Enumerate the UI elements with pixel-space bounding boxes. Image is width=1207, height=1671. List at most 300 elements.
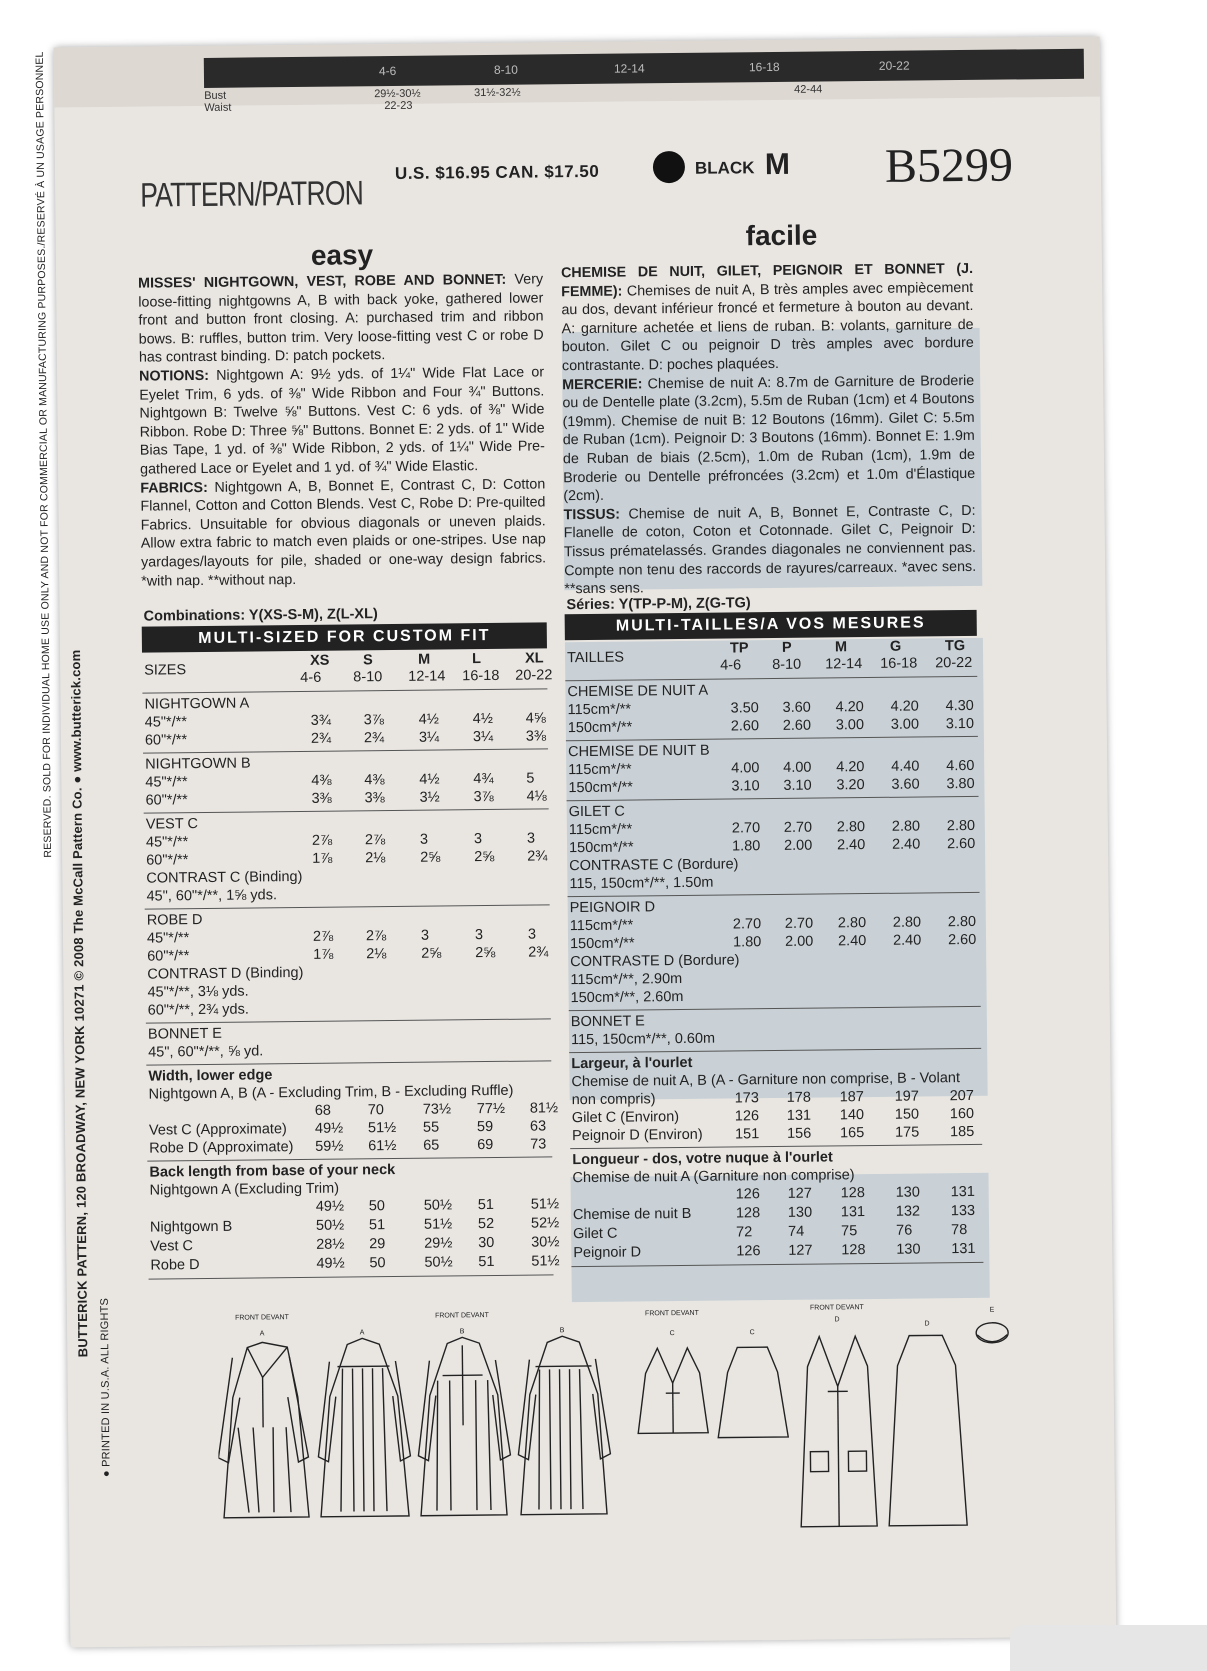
- fabric-width: 60"*/**: [144, 732, 188, 749]
- width-value: 187: [839, 1089, 864, 1106]
- fabric-width: 150cm*/**: [569, 935, 635, 953]
- front-label: FRONT DEVANT: [435, 1312, 489, 1320]
- group-name: CHEMISE DE NUIT B: [567, 742, 710, 761]
- table-divider: [146, 1018, 551, 1023]
- page-corner: [1010, 1625, 1207, 1671]
- back-length-value: 50½: [424, 1254, 453, 1271]
- yardage-value: 2⅞: [365, 928, 387, 945]
- size-range: 20-22: [935, 654, 973, 672]
- back-length-value: 78: [951, 1222, 968, 1239]
- contrast-note: 115, 150cm*/**, 1.50m: [569, 874, 714, 893]
- group-name: BONNET E: [570, 1013, 645, 1031]
- width-value: 178: [786, 1089, 811, 1106]
- fabric-width: 45"*/**: [144, 714, 188, 731]
- yardage-value: 2.40: [837, 933, 867, 950]
- size-code: XL: [524, 650, 544, 667]
- size-code: L: [471, 651, 482, 668]
- yardage-value: 3.60: [891, 776, 920, 793]
- yardage-value: 4⅛: [526, 788, 547, 805]
- size-range: 16-18: [880, 655, 918, 672]
- fabric-width: 150cm*/**: [568, 839, 634, 857]
- width-value: 207: [949, 1087, 974, 1105]
- view-letter: C: [669, 1330, 675, 1338]
- yardage-value: 3: [473, 831, 483, 848]
- view-letter: D: [924, 1320, 930, 1328]
- yardage-value: 4⅝: [525, 710, 546, 727]
- robe-d-front: [799, 1336, 877, 1527]
- table-divider: [145, 904, 550, 909]
- fabric-width: 150cm*/**: [567, 719, 633, 737]
- width-subtitle: Chemise de nuit A, B (A - Garniture non comprise, B - Volant: [571, 1070, 961, 1091]
- back-length-value: 131: [950, 1183, 975, 1201]
- yardage-value: 3.10: [945, 715, 975, 733]
- table-divider: [142, 688, 547, 693]
- yardage-value: 2.00: [784, 933, 814, 950]
- yardage-value: 3: [474, 927, 484, 944]
- yardage-value: 2¾: [310, 730, 332, 747]
- size-code: G: [889, 638, 902, 655]
- width-value: 151: [734, 1126, 760, 1143]
- table-header-en: MULTI-SIZED FOR CUSTOM FIT: [142, 622, 547, 652]
- back-length-value: 51½: [531, 1253, 560, 1270]
- size-code: TP: [729, 640, 749, 657]
- width-value: 61½: [368, 1137, 397, 1155]
- fabric-width: 60"*/**: [145, 792, 188, 809]
- view-letter: A: [359, 1329, 365, 1337]
- contrast-note: 45", 60"*/**, ⅝ yd.: [148, 1043, 264, 1061]
- front-label: FRONT DEVANT: [235, 1314, 289, 1322]
- width-value: 59: [476, 1118, 494, 1136]
- yardage-value: 2⅞: [364, 832, 386, 849]
- back-row-label: Gilet C: [573, 1225, 618, 1243]
- nightgown-b-back: [517, 1336, 611, 1515]
- yardage-value: 3.20: [836, 777, 865, 794]
- table-divider: [144, 808, 549, 813]
- yardage-value: 2⅛: [366, 946, 387, 963]
- yardage-value: 2⅞: [312, 928, 334, 945]
- back-length-value: 128: [735, 1205, 761, 1222]
- back-length-value: 131: [951, 1240, 976, 1258]
- description-title: CHEMISE DE NUIT, GILET, PEIGNOIR ET BONNET (J. FEMME):: [560, 260, 974, 300]
- group-name: NIGHTGOWN A: [144, 695, 250, 713]
- contrast-note: CONTRASTE C (Bordure): [569, 856, 739, 875]
- size-code: TG: [944, 638, 966, 655]
- view-letter: D: [834, 1316, 840, 1324]
- back-length-value: 51½: [423, 1216, 453, 1233]
- yardage-value: 4½: [419, 771, 440, 788]
- nightgown-b-front: [417, 1337, 511, 1516]
- yardage-value: 4.30: [945, 697, 974, 715]
- yardage-value: 4¾: [473, 770, 494, 788]
- bust-value: 42-44: [794, 83, 823, 96]
- back-length-value: 51½: [530, 1196, 560, 1213]
- contrast-note: CONTRAST D (Binding): [147, 964, 304, 983]
- vest-c-back: [717, 1347, 788, 1438]
- notions-text: Chemise de nuit A: 8.7m de Garniture de Broderie ou de Dentelle plate (3.2cm), 5.5m de Ruban (1cm) et 4 Boutons (19mm). Chemise de nuit B: 12 Boutons (16mm). Gilet C: 5.5m de Ruban (1cm). Peignoir D: 3 Boutons (16mm). Bonnet E: 1.9m de Ruban de biais (2.5cm), 1.0m de Ruban (1cm), 1.9m de Broderie ou Dentelle préfroncées (3.2cm) et 1.0m d'Élastique (2cm).: [562, 372, 976, 505]
- size-range: 12-14: [408, 668, 446, 685]
- yardage-value: 3⅜: [364, 790, 385, 807]
- back-length-value: 128: [840, 1185, 865, 1202]
- yardage-value: 2⅝: [421, 945, 442, 962]
- yardage-value: 2⅝: [475, 944, 496, 962]
- price: U.S. $16.95 CAN. $17.50: [394, 161, 600, 183]
- waist-value: 22-23: [384, 99, 413, 113]
- table-header-fr: MULTI-TAILLES/A VOS MESURES: [565, 610, 977, 640]
- yardage-value: 2.80: [837, 915, 867, 932]
- width-title: Largeur, à l'ourlet: [571, 1054, 693, 1073]
- width-value: 126: [734, 1108, 760, 1125]
- size-letter: M: [764, 147, 791, 182]
- contrast-note: CONTRASTE D (Bordure): [570, 952, 740, 971]
- yardage-value: 4½: [472, 710, 493, 728]
- pattern-envelope: [33, 37, 1117, 1648]
- width-value: 81½: [529, 1100, 559, 1117]
- yardage-value: 2⅛: [365, 850, 386, 867]
- back-length-value: 50½: [315, 1217, 345, 1234]
- yardage-value: 2.60: [730, 718, 760, 735]
- size-range: 8-10: [772, 656, 802, 674]
- yardage-value: 2.40: [891, 836, 921, 853]
- yardage-value: 4.60: [946, 757, 975, 775]
- group-name: PEIGNOIR D: [569, 899, 656, 917]
- yardage-value: 3.50: [730, 700, 759, 717]
- yardage-value: 2.80: [836, 819, 866, 836]
- bonnet-e: [976, 1323, 1008, 1343]
- yardage-value: 4.20: [890, 698, 919, 715]
- yardage-value: 2.60: [946, 835, 976, 853]
- contrast-note: 115cm*/**, 2.90m: [570, 970, 683, 989]
- back-row-label: Vest C: [150, 1238, 194, 1255]
- width-value: 131: [786, 1107, 812, 1124]
- yardage-value: 2⅝: [474, 848, 495, 866]
- size-range: 20-22: [515, 667, 553, 684]
- contrast-note: 45", 60"*/**, 1⅝ yds.: [146, 887, 278, 905]
- back-length-value: 51: [368, 1217, 386, 1234]
- pattern-number: B5299: [884, 138, 1014, 193]
- yardage-value: 3.10: [731, 778, 760, 795]
- yardage-value: 3: [527, 926, 537, 943]
- yardage-value: 3.00: [835, 717, 865, 734]
- back-row-label: Chemise de nuit B: [572, 1205, 692, 1224]
- size-range: 4-6: [720, 657, 742, 674]
- yardage-value: 4⅜: [364, 772, 385, 789]
- back-length-value: 76: [896, 1222, 913, 1239]
- yardage-value: 2⅝: [420, 849, 441, 866]
- size-code: M: [834, 639, 848, 656]
- back-length-value: 126: [736, 1243, 761, 1260]
- view-letter: C: [749, 1329, 755, 1337]
- size-band-label: 20-22: [878, 58, 910, 73]
- group-name: VEST C: [145, 816, 198, 833]
- description-fr: [561, 260, 976, 599]
- back-row-label: Peignoir D: [573, 1244, 642, 1262]
- width-row-label: Peignoir D (Environ): [571, 1126, 703, 1145]
- sizes-label: SIZES: [144, 662, 187, 679]
- contrast-note: 60"*/**, 2¾ yds.: [147, 1001, 249, 1019]
- size-band-label: 8-10: [493, 62, 519, 77]
- width-value: 68: [314, 1102, 332, 1119]
- fabric-width: 115cm*/**: [568, 761, 632, 779]
- description-text: Very loose-fitting nightgowns A, B with back yoke, gathered lower front and button front closing. A: purchased trim and ribbon bows. B: ruffles, button trim. Very loose-fitting vest C or robe D has contrast binding. D: patch pockets.: [138, 271, 544, 367]
- fabric-width: 150cm*/**: [568, 779, 633, 797]
- contrast-note: 115, 150cm*/**, 0.60m: [570, 1030, 716, 1049]
- width-value: 160: [949, 1105, 975, 1123]
- back-length-value: 51: [477, 1196, 495, 1214]
- notions-title: NOTIONS:: [139, 367, 210, 385]
- notions-title: MERCERIE:: [562, 375, 643, 393]
- back-length-subtitle: Nightgown A (Excluding Trim): [149, 1180, 340, 1199]
- yardage-value: 2¾: [363, 730, 385, 747]
- yardage-value: 4⅜: [311, 772, 332, 789]
- back-length-value: 130: [896, 1241, 921, 1258]
- width-value: 175: [894, 1124, 920, 1141]
- back-length-value: 29: [369, 1236, 386, 1253]
- yardage-value: 3.60: [782, 699, 811, 716]
- fabric-width: 45"*/**: [146, 930, 190, 947]
- size-range: 4-6: [300, 669, 322, 686]
- fabric-width: 115cm*/**: [568, 821, 633, 839]
- width-subtitle: Nightgown A, B (A - Excluding Trim, B - Excluding Ruffle): [148, 1082, 514, 1103]
- yardage-value: 3.00: [890, 716, 920, 733]
- size-band-label: 4-6: [378, 63, 397, 79]
- yardage-value: 3.80: [946, 775, 975, 793]
- width-row-label: Vest C (Approximate): [148, 1121, 287, 1139]
- size-code: P: [781, 639, 792, 656]
- group-name: CHEMISE DE NUIT A: [567, 682, 709, 701]
- width-value: 173: [734, 1090, 759, 1107]
- yardage-value: 4.00: [783, 759, 812, 776]
- front-label: FRONT DEVANT: [645, 1309, 699, 1318]
- yardage-value: 1.80: [731, 838, 761, 855]
- back-length-value: 126: [735, 1186, 760, 1203]
- size-range: 16-18: [462, 667, 500, 685]
- shaded-length-panel: [571, 1173, 990, 1302]
- yardage-value: 2¾: [528, 944, 549, 961]
- back-length-value: 133: [950, 1202, 976, 1220]
- notions-text: Nightgown A: 9½ yds. of 1¼" Wide Flat Lace or Eyelet Trim, 6 yds. of ⅜" Wide Ribbon and Four ¾" Buttons. Nightgown B: Twelve ⅝" Buttons. Vest C: 6 yds. of ⅜" Wide Ribbon. Robe D: Three ⅝" Buttons. Bonnet E: 2 yds. of 1" Wide Bias Tape, 1 yd. of ⅜" Wide Ribbon, 2 yds. of 1¼" Wide Pre-gathered Lace or Eyelet and 1 yd. of ¾" Wide Elastic.: [139, 364, 545, 478]
- size-code: S: [363, 652, 373, 669]
- back-length-value: 131: [840, 1204, 866, 1221]
- width-value: 69: [477, 1136, 494, 1154]
- back-length-value: 49½: [315, 1198, 345, 1215]
- back-length-subtitle: Chemise de nuit A (Garniture non comprise): [572, 1167, 855, 1187]
- contrast-note: 150cm*/**, 2.60m: [570, 988, 684, 1007]
- yardage-value: 4½: [418, 711, 439, 728]
- back-length-value: 50½: [423, 1197, 453, 1214]
- size-range: 8-10: [353, 669, 383, 686]
- yardage-value: 2.80: [947, 913, 977, 931]
- description-text: Chemises de nuit A, B très amples avec empiècement au dos, devant inférieur froncé et fermeture à bouton au devant. A: garniture achetée et liens de ruban. B: volants, garniture de bouton. Gilet C ou peignoir D très amples avec bordure contrastante. D: poches plaquées.: [561, 279, 974, 375]
- width-value: 59½: [315, 1138, 344, 1155]
- yardage-value: 2.70: [784, 915, 814, 932]
- width-value: 51½: [367, 1119, 397, 1137]
- yardage-value: 3.10: [783, 777, 812, 794]
- size-band-label: 12-14: [613, 61, 645, 76]
- back-length-value: 50: [369, 1255, 386, 1272]
- back-length-value: 72: [736, 1224, 753, 1241]
- yardage-value: 3: [420, 927, 430, 944]
- yardage-value: 2.80: [892, 914, 922, 931]
- width-value: 197: [894, 1088, 919, 1105]
- sidebar-line: ● PRINTED IN U.S.A. ALL RIGHTS: [98, 1297, 113, 1478]
- back-length-value: 52: [477, 1215, 495, 1233]
- sidebar-line: BUTTERICK PATTERN, 120 BROADWAY, NEW YORK 10271 © 2008 The McCall Pattern Co. ● www.butterick.com: [67, 649, 91, 1358]
- yardage-value: 3⅜: [525, 728, 547, 745]
- back-length-value: 30½: [531, 1234, 560, 1251]
- sidebar-line: RESERVED. SOLD FOR INDIVIDUAL HOME USE ONLY AND NOT FOR COMMERCIAL OR MANUFACTURING PURPOSES./RESERVÉ À UN USAGE PERSONNEL: [33, 51, 55, 858]
- bust-label: Bust: [204, 89, 227, 102]
- back-row-label: Nightgown B: [149, 1218, 233, 1236]
- table-divider: [147, 1156, 552, 1161]
- vest-c-front: [637, 1348, 708, 1434]
- yardage-value: 4.20: [836, 759, 865, 776]
- width-value: 165: [839, 1125, 865, 1142]
- contrast-note: CONTRAST C (Binding): [146, 868, 303, 887]
- table-divider: [146, 1060, 551, 1065]
- back-length-value: 128: [841, 1242, 866, 1259]
- width-value: 49½: [314, 1120, 344, 1137]
- waist-label: Waist: [204, 101, 232, 114]
- pattern-label: PATTERN/PATRON: [140, 174, 364, 215]
- back-length-value: 52½: [530, 1215, 560, 1232]
- sizes-label: TAILLES: [566, 649, 625, 667]
- yardage-value: 2.60: [947, 931, 977, 949]
- description-en: [138, 270, 546, 590]
- width-value: 140: [839, 1107, 865, 1124]
- yardage-value: 2.80: [946, 817, 976, 835]
- fabrics-text: Chemise de nuit A, B, Bonnet E, Contraste C, D: Flanelle de coton, Coton et Cotonnade. Gilet C, Peignoir D: Tissus prématelassés. Grandes diagonales ne conviennent pas. Compte non tenu des raccords de rayures/carreaux. *avec sens. **sans sens.: [563, 502, 977, 598]
- size-band-label: 16-18: [748, 59, 780, 75]
- back-length-value: 130: [895, 1184, 920, 1201]
- fabric-width: 60"*/**: [147, 948, 190, 965]
- back-length-title: Back length from base of your neck: [149, 1162, 396, 1181]
- fabrics-title: FABRICS:: [140, 479, 208, 497]
- width-value: 55: [422, 1119, 440, 1136]
- nightgown-a-back: [317, 1338, 411, 1517]
- combinations-fr: Séries: Y(TP-P-M), Z(G-TG): [566, 595, 751, 614]
- yardage-value: 3½: [419, 789, 440, 806]
- yardage-value: 5: [526, 770, 535, 787]
- yardage-value: 4.20: [835, 699, 864, 716]
- yardage-value: 1⅞: [312, 850, 333, 867]
- fabrics-title: TISSUS:: [563, 506, 621, 523]
- fabric-width: 60"*/**: [146, 852, 189, 869]
- yardage-value: 3: [419, 831, 429, 848]
- back-length-value: 29½: [424, 1235, 453, 1252]
- fabric-width: 45"*/**: [145, 774, 188, 791]
- back-length-value: 132: [895, 1203, 921, 1220]
- garment-illustrations: [217, 1300, 1019, 1548]
- width-value: 73½: [422, 1101, 452, 1118]
- yardage-value: 2.70: [732, 916, 762, 933]
- size-code: M: [417, 651, 431, 668]
- fabric-width: 45"*/**: [145, 834, 189, 851]
- yardage-value: 2.70: [783, 819, 813, 836]
- width-row-label: Gilet C (Environ): [571, 1109, 680, 1127]
- back-row-label: Robe D: [150, 1257, 200, 1274]
- back-length-value: 127: [788, 1242, 813, 1259]
- description-title: MISSES' NIGHTGOWN, VEST, ROBE AND BONNET:: [138, 271, 507, 292]
- width-row-label: Robe D (Approximate): [149, 1139, 294, 1157]
- width-value: 73: [530, 1136, 547, 1153]
- yardage-value: 3⅜: [311, 790, 332, 807]
- yardage-value: 4.00: [731, 760, 760, 777]
- view-letter: B: [459, 1328, 465, 1336]
- width-value: 77½: [476, 1100, 506, 1118]
- yardage-value: 2.60: [782, 717, 812, 734]
- back-length-value: 49½: [316, 1255, 345, 1272]
- yardage-value: 2.40: [836, 837, 866, 854]
- robe-d-back: [887, 1335, 967, 1526]
- fabric-width: 115cm*/**: [569, 917, 634, 935]
- yardage-value: 1⅞: [313, 946, 334, 963]
- width-value: 63: [529, 1118, 547, 1135]
- width-value: 185: [949, 1123, 975, 1141]
- table-divider: [570, 1144, 982, 1149]
- table-divider: [149, 1274, 554, 1279]
- bust-value: 31½-32½: [474, 86, 521, 100]
- yardage-value: 2.40: [892, 932, 922, 949]
- front-label: FRONT DEVANT: [809, 1304, 864, 1312]
- yardage-value: 3¼: [418, 729, 440, 746]
- back-length-value: 30: [478, 1234, 495, 1252]
- yardage-value: 2.00: [783, 837, 813, 854]
- nightgown-a-front: [217, 1342, 309, 1518]
- group-name: BONNET E: [147, 1025, 222, 1043]
- fabrics-text: Nightgown A, B, Bonnet E, Contrast C, D: Cotton Flannel, Cotton and Cotton Blends. Vest C, Robe D: Pre-quilted Fabrics. Unsuitable for obvious diagonals or uneven plaids. Allow extra fabric to match even plaids or one-stripes. Use nap yardages/layouts for pile, shaded or one-way design fabrics. *with nap. **without nap.: [140, 475, 547, 590]
- yardage-value: 2⅞: [311, 832, 333, 849]
- level-en: easy: [310, 239, 374, 271]
- contrast-note: 45"*/**, 3⅛ yds.: [147, 983, 249, 1001]
- level-fr: facile: [745, 219, 818, 252]
- size-code: XS: [310, 652, 330, 669]
- back-length-value: 127: [787, 1185, 812, 1202]
- width-value: 150: [894, 1106, 920, 1123]
- yardage-value: 1.80: [732, 934, 762, 951]
- group-name: GILET C: [568, 803, 625, 821]
- back-length-value: 28½: [316, 1236, 345, 1253]
- yardage-value: 3⅞: [363, 712, 384, 729]
- width-value: 65: [423, 1137, 440, 1154]
- yardage-value: 2.80: [891, 818, 921, 835]
- back-length-value: 74: [788, 1223, 805, 1240]
- width-value: 156: [786, 1125, 812, 1142]
- view-letter: B: [559, 1327, 565, 1335]
- fabric-width: 115cm*/**: [567, 701, 632, 719]
- color-dot-icon: [653, 151, 685, 183]
- size-range: 12-14: [825, 656, 863, 673]
- view-letter: E: [989, 1306, 995, 1314]
- back-length-value: 75: [841, 1223, 858, 1240]
- table-divider: [143, 748, 548, 753]
- yardage-value: 3: [526, 830, 536, 847]
- bust-value: 29½-30½: [374, 87, 421, 101]
- color-label: BLACK: [694, 158, 755, 178]
- back-length-value: 50: [368, 1198, 386, 1215]
- view-letter: A: [259, 1330, 265, 1338]
- combinations-en: Combinations: Y(XS-S-M), Z(L-XL): [143, 606, 378, 625]
- group-name: ROBE D: [146, 912, 203, 929]
- yardage-value: 4.40: [891, 758, 920, 775]
- yardage-value: 3⅞: [473, 788, 494, 806]
- yardage-value: 3¼: [472, 728, 494, 746]
- width-title: Width, lower edge: [148, 1067, 273, 1085]
- width-row-label: non compris): [571, 1091, 656, 1109]
- yardage-value: 2¾: [527, 848, 548, 865]
- width-value: 70: [367, 1102, 385, 1119]
- back-length-title: Longueur - dos, votre nuque à l'ourlet: [572, 1149, 833, 1169]
- group-name: NIGHTGOWN B: [145, 755, 251, 773]
